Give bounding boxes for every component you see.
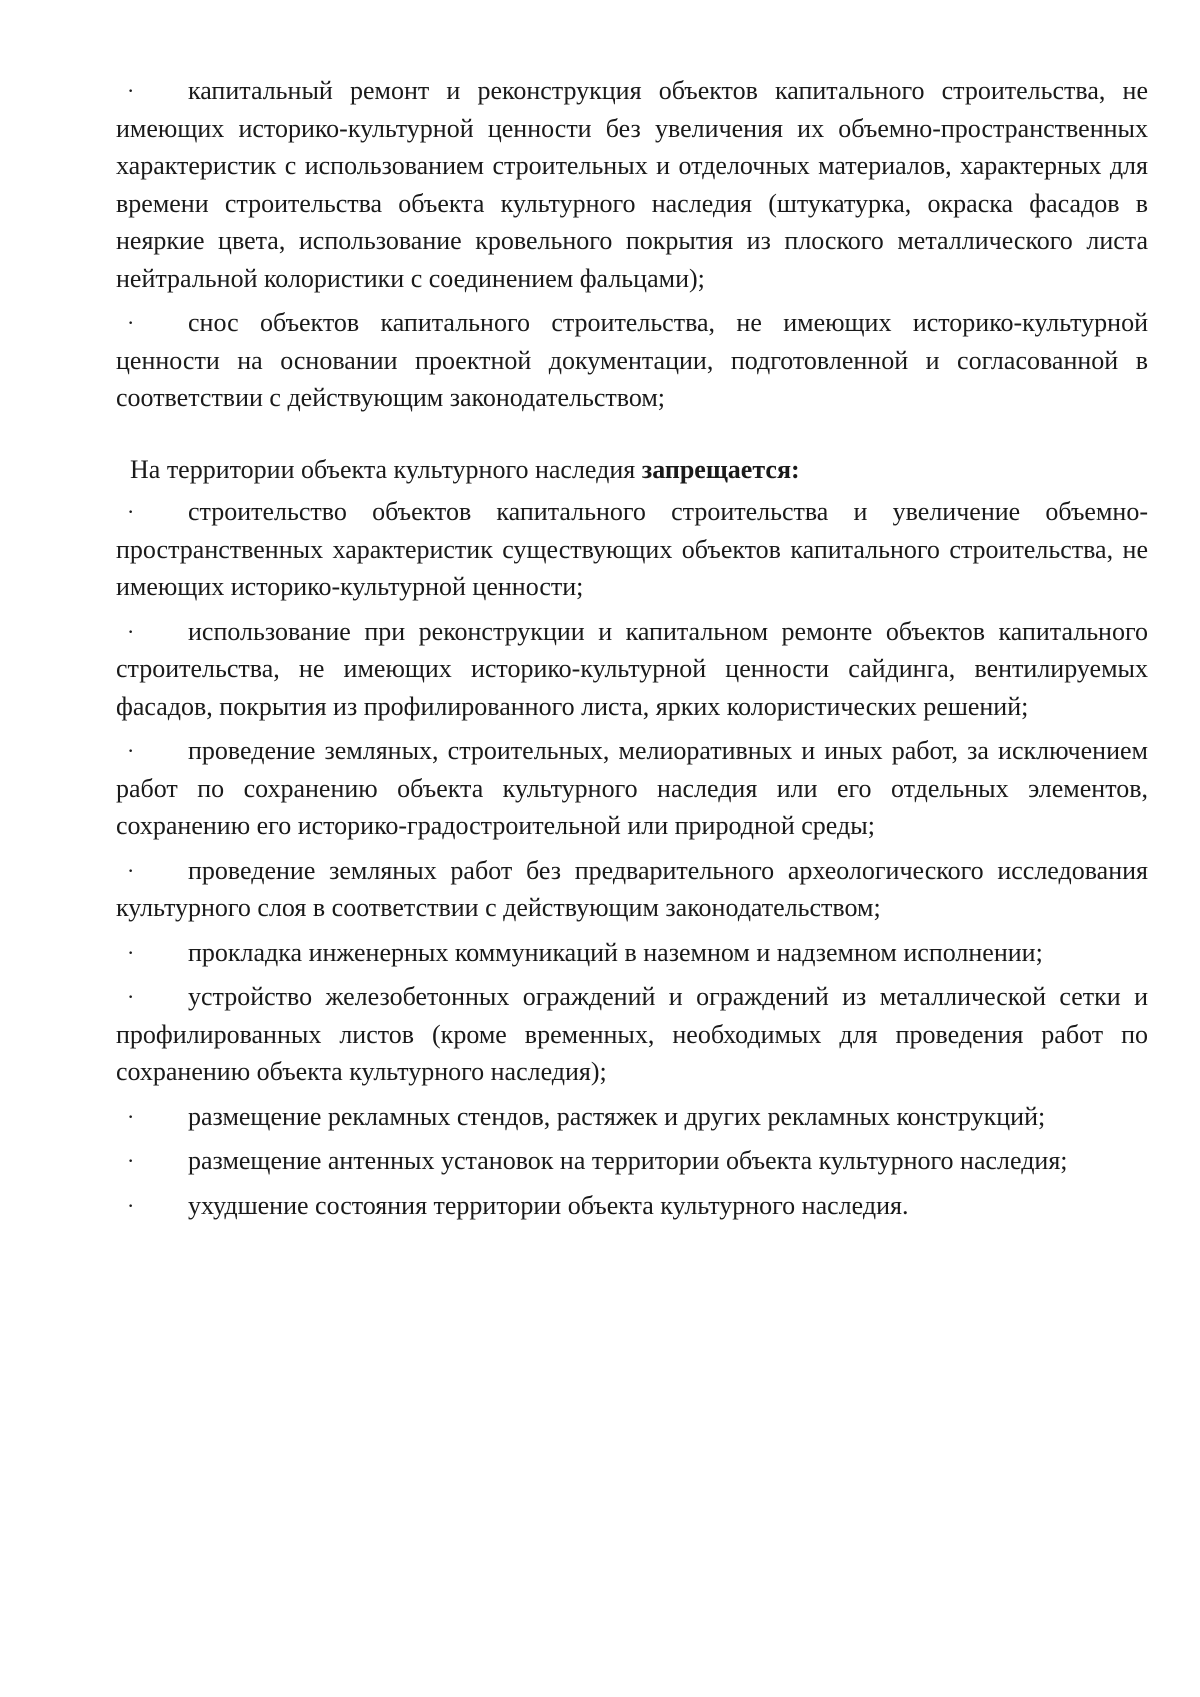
list-item: [116, 978, 1148, 1091]
list-item: [116, 304, 1148, 417]
list-item: [116, 1142, 1148, 1180]
list-item-text: размещение антенных установок на территории объекта культурного наследия;: [188, 1146, 1068, 1175]
list-item-text: размещение рекламных стендов, растяжек и других рекламных конструкций;: [188, 1101, 1046, 1131]
section-heading-emphasis: запрещается:: [641, 454, 800, 484]
list-item: [116, 1098, 1148, 1136]
section-heading: [130, 451, 1148, 489]
bullet-icon: ·: [127, 1148, 135, 1173]
list-item-text: снос объектов капитального строительства, не имеющих историко-культурной ценности на основании проектной документации, подготовленной и согласованной в соответствии с действующим законодательством;: [116, 308, 1148, 412]
bullet-icon: ·: [127, 1103, 135, 1129]
list-item-text: капитальный ремонт и реконструкция объектов капитального строительства, не имеющих историко-культурной ценности без увеличения их объемно-пространственных характеристик с использованием строительных и отделочных материалов, характерных для времени строительства объекта культурного наследия (штукатурка, окраска фасадов в неяркие цвета, использование кровельного покрытия из плоского металлического листа нейтральной колористики с соединением фальцами);: [116, 76, 1148, 293]
list-item-text: ухудшение состояния территории объекта культурного наследия.: [188, 1190, 909, 1220]
list-item: [116, 934, 1148, 972]
list-item-text: проведение земляных, строительных, мелиоративных и иных работ, за исключением работ по сохранению объекта культурного наследия или его отдельных элементов, сохранению его историко-градостроительной или природной среды;: [116, 736, 1148, 840]
list-item-text: устройство железобетонных ограждений и ограждений из металлической сетки и профилированных листов (кроме временных, необходимых для проведения работ по сохранению объекта культурного наследия);: [116, 982, 1148, 1086]
list-item: [116, 613, 1148, 726]
bullet-icon: ·: [127, 857, 135, 883]
bullet-icon: ·: [127, 939, 135, 965]
bullet-icon: ·: [127, 618, 135, 644]
list-item-text: строительство объектов капитального строительства и увеличение объемно-пространственных характеристик существующих объектов капитального строительства, не имеющих историко-культурной ценности;: [116, 497, 1148, 601]
list-item: [116, 72, 1148, 297]
bullet-icon: ·: [127, 984, 135, 1009]
list-item: [116, 1187, 1148, 1225]
bullet-icon: ·: [127, 1192, 135, 1218]
list-item-text: проведение земляных работ без предварительного археологического исследования культурного слоя в соответствии с действующим законодательством;: [116, 855, 1148, 922]
bullet-icon: ·: [127, 499, 135, 524]
section-heading-text: На территории объекта культурного наследия: [130, 454, 642, 484]
list-item-text: прокладка инженерных коммуникаций в наземном и надземном исполнении;: [188, 937, 1043, 967]
list-item: [116, 732, 1148, 845]
document-body: [116, 72, 1148, 1231]
bullet-icon: ·: [127, 738, 135, 763]
list-item: [116, 493, 1148, 606]
bullet-icon: ·: [127, 310, 135, 335]
list-item-text: использование при реконструкции и капитальном ремонте объектов капитального строительства, не имеющих историко-культурной ценности сайдинга, вентилируемых фасадов, покрытия из профилированного листа, ярких колористических решений;: [116, 616, 1148, 721]
bullet-icon: ·: [127, 78, 135, 103]
list-item: [116, 852, 1148, 927]
